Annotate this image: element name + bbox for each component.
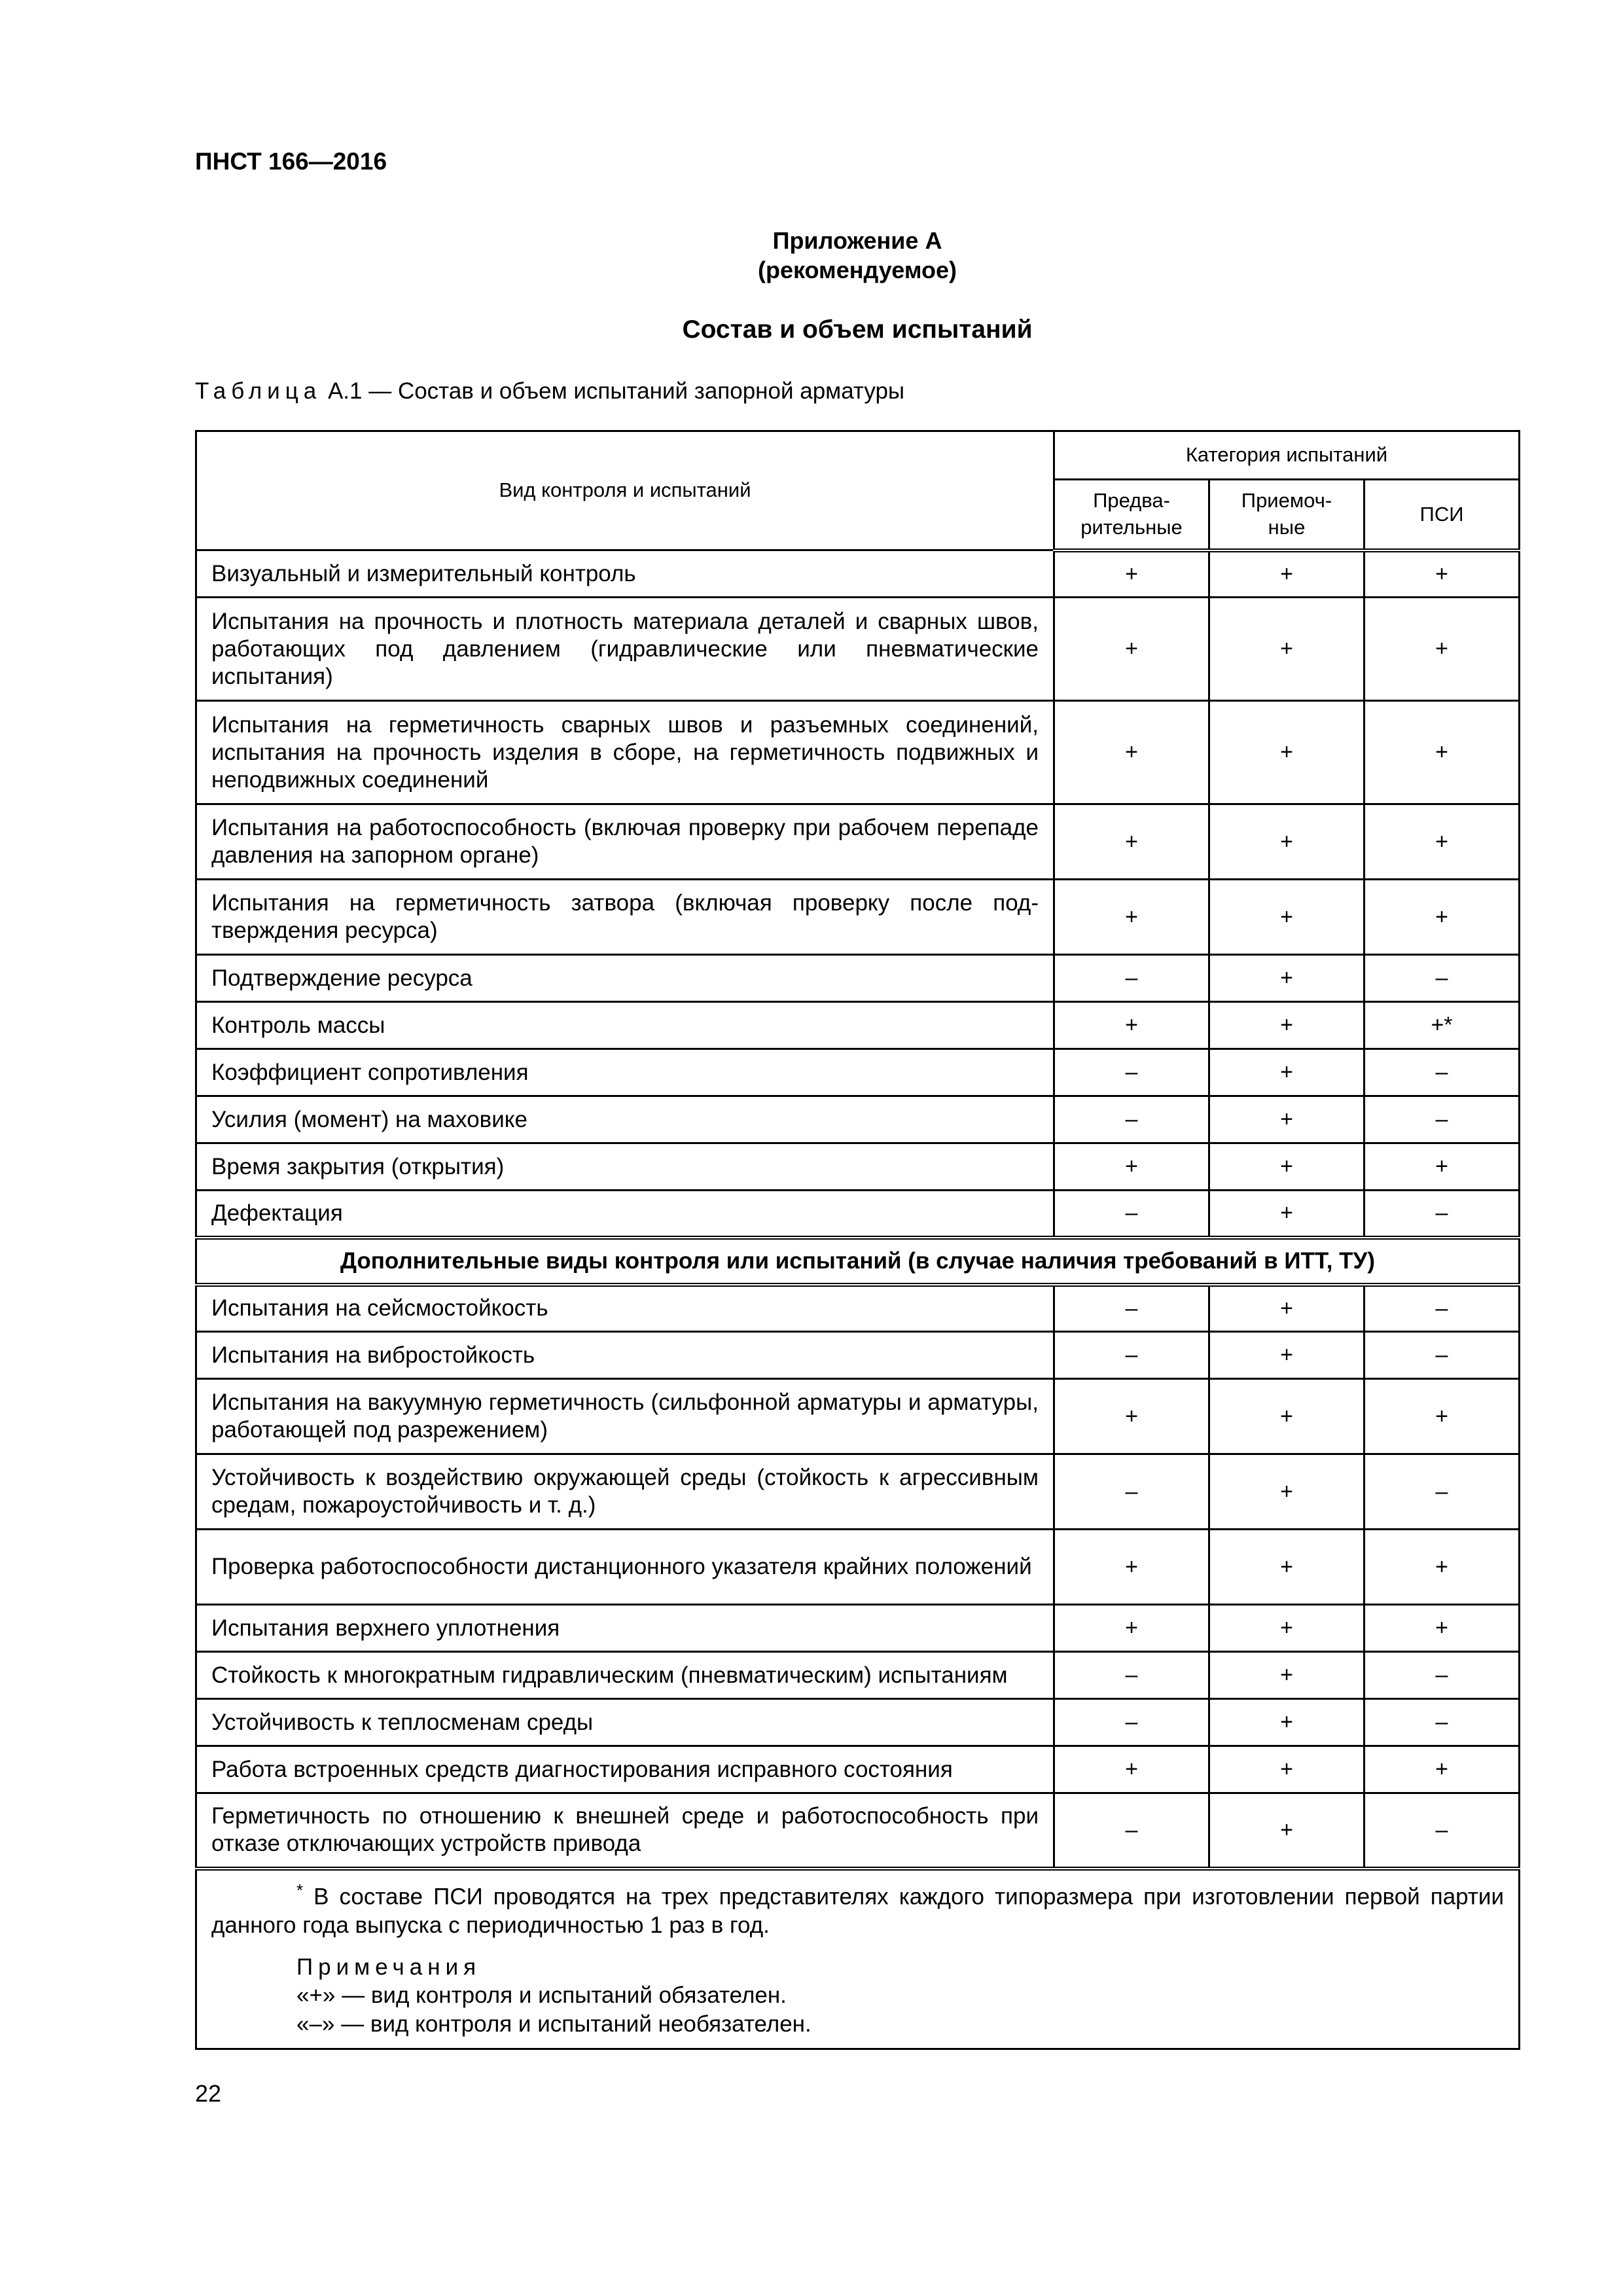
row-psi-mark: +: [1364, 1143, 1520, 1191]
row-acceptance-mark: +: [1209, 1530, 1364, 1605]
appendix-heading: [0, 226, 1623, 285]
table-row: [196, 1143, 1520, 1191]
section-row-label: Дополнительные виды контроля или испытаний (в случае наличия требований в ИТТ, ТУ): [196, 1238, 1520, 1285]
header-test-type: Вид контроля и испытаний: [196, 431, 1054, 550]
section-title: Состав и объем испытаний: [682, 315, 1033, 344]
row-acceptance-mark: +: [1209, 1605, 1364, 1652]
row-preliminary-mark: –: [1054, 1285, 1209, 1332]
row-psi-mark: –: [1364, 1096, 1520, 1143]
row-name-cell: Подтверждение ресурса: [196, 955, 1054, 1002]
row-acceptance-mark: +: [1209, 1379, 1364, 1454]
row-preliminary-mark: +: [1054, 550, 1209, 598]
row-psi-mark: –: [1364, 1652, 1520, 1699]
row-psi-mark: +: [1364, 880, 1520, 955]
row-name-cell: Время закрытия (открытия): [196, 1143, 1054, 1191]
notes-cell: [196, 1869, 1520, 2049]
row-name-cell: Испытания на герметичность затвора (включая проверку после подтверждения ресурса): [196, 880, 1054, 955]
table-header-row: [196, 431, 1520, 480]
table-row: [196, 1652, 1520, 1699]
row-psi-mark: +: [1364, 1379, 1520, 1454]
row-psi-mark: –: [1364, 1793, 1520, 1869]
table-row: [196, 1379, 1520, 1454]
note-line-mandatory: «+» — вид контроля и испытаний обязателен.: [296, 1982, 787, 2009]
row-acceptance-mark: +: [1209, 804, 1364, 880]
row-name-cell: Устойчивость к теплосменам среды: [196, 1699, 1054, 1746]
row-preliminary-mark: +: [1054, 880, 1209, 955]
page-number: 22: [195, 2080, 222, 2107]
header-category: Категория испытаний: [1054, 431, 1520, 480]
row-name-cell: Испытания на вакуумную герметичность (сильфонной арматуры и арматуры, работающей под разрежением): [196, 1379, 1054, 1454]
row-preliminary-mark: –: [1054, 1699, 1209, 1746]
note-line-optional: «–» — вид контроля и испытаний необязателен.: [296, 2011, 812, 2037]
document-id: ПНСТ 166—2016: [195, 148, 387, 175]
row-name-cell: Дефектация: [196, 1191, 1054, 1238]
row-preliminary-mark: +: [1054, 1002, 1209, 1049]
table-row: [196, 1002, 1520, 1049]
row-psi-mark: +*: [1364, 1002, 1520, 1049]
table-caption-prefix: Таблица: [195, 378, 322, 404]
row-preliminary-mark: +: [1054, 804, 1209, 880]
row-acceptance-mark: +: [1209, 1096, 1364, 1143]
row-acceptance-mark: +: [1209, 1454, 1364, 1530]
header-preliminary-line2: рительные: [1080, 515, 1183, 539]
row-acceptance-mark: +: [1209, 1332, 1364, 1379]
row-preliminary-mark: +: [1054, 1379, 1209, 1454]
row-acceptance-mark: +: [1209, 701, 1364, 804]
row-name-cell: Работа встроенных средств диагностирования исправного состояния: [196, 1746, 1054, 1793]
row-preliminary-mark: +: [1054, 1143, 1209, 1191]
row-name-cell: Усилия (момент) на маховике: [196, 1096, 1054, 1143]
table-caption: [195, 378, 904, 404]
header-preliminary-line1: Предва-: [1093, 489, 1170, 512]
row-psi-mark: +: [1364, 804, 1520, 880]
row-name-cell: Стойкость к многократным гидравлическим (пневматическим) испытаниям: [196, 1652, 1054, 1699]
table-row: [196, 955, 1520, 1002]
row-psi-mark: –: [1364, 1285, 1520, 1332]
table-row: [196, 1096, 1520, 1143]
row-acceptance-mark: +: [1209, 955, 1364, 1002]
row-psi-mark: –: [1364, 1191, 1520, 1238]
row-psi-mark: +: [1364, 1605, 1520, 1652]
row-preliminary-mark: –: [1054, 1096, 1209, 1143]
header-acceptance: [1209, 480, 1364, 550]
header-acceptance-line1: Приемоч-: [1241, 489, 1332, 512]
row-preliminary-mark: +: [1054, 1605, 1209, 1652]
row-name-cell: Испытания верхнего уплотнения: [196, 1605, 1054, 1652]
row-psi-mark: –: [1364, 955, 1520, 1002]
table-row: [196, 880, 1520, 955]
row-acceptance-mark: +: [1209, 1143, 1364, 1191]
row-acceptance-mark: +: [1209, 1746, 1364, 1793]
row-name-cell: Испытания на работоспособность (включая проверку при рабочем перепаде давления на запорном органе): [196, 804, 1054, 880]
table-caption-text: А.1 — Состав и объем испытаний запорной арматуры: [321, 378, 905, 404]
row-name-cell: Испытания на прочность и плотность материала деталей и сварных швов, работающих под давлением (гидравлические или пневматические испытания): [196, 598, 1054, 701]
row-name-cell: Испытания на герметичность сварных швов и разъемных соединений, испытания на прочность изделия в сборе, на герметичность подвижных и неподвижных соединений: [196, 701, 1054, 804]
row-psi-mark: –: [1364, 1332, 1520, 1379]
table-row: [196, 1049, 1520, 1096]
table-row: [196, 701, 1520, 804]
table-row: [196, 1191, 1520, 1238]
row-preliminary-mark: +: [1054, 1530, 1209, 1605]
row-acceptance-mark: +: [1209, 1049, 1364, 1096]
row-preliminary-mark: –: [1054, 1049, 1209, 1096]
table-row: [196, 1285, 1520, 1332]
footnote-text: В составе ПСИ проводятся на трех представителях каждого типоразмера при изготовлении первой партии данного года выпуска с периодичностью 1 раз в год.: [211, 1884, 1505, 1938]
row-psi-mark: +: [1364, 1530, 1520, 1605]
row-name-cell: Испытания на вибростойкость: [196, 1332, 1054, 1379]
row-acceptance-mark: +: [1209, 550, 1364, 598]
footnote-marker: *: [296, 1880, 304, 1900]
row-acceptance-mark: +: [1209, 1285, 1364, 1332]
appendix-title: Приложение А: [772, 227, 942, 254]
header-acceptance-line2: ные: [1268, 515, 1306, 539]
row-name-cell: Контроль массы: [196, 1002, 1054, 1049]
table-notes-row: [196, 1869, 1520, 2049]
row-acceptance-mark: +: [1209, 598, 1364, 701]
row-preliminary-mark: –: [1054, 1793, 1209, 1869]
row-name-cell: Устойчивость к воздействию окружающей среды (стойкость к агрессивным средам, пожароустойчивость и т. д.): [196, 1454, 1054, 1530]
table-row: [196, 1530, 1520, 1605]
row-preliminary-mark: +: [1054, 598, 1209, 701]
row-acceptance-mark: +: [1209, 880, 1364, 955]
table-row: [196, 804, 1520, 880]
table-row: [196, 1454, 1520, 1530]
tests-table: [195, 430, 1520, 2050]
row-name-cell: Коэффициент сопротивления: [196, 1049, 1054, 1096]
table-row: [196, 1699, 1520, 1746]
table-row: [196, 1605, 1520, 1652]
appendix-subtitle: (рекомендуемое): [758, 257, 957, 283]
row-preliminary-mark: –: [1054, 1652, 1209, 1699]
row-preliminary-mark: –: [1054, 1332, 1209, 1379]
footnote: [211, 1880, 1504, 1940]
row-acceptance-mark: +: [1209, 1002, 1364, 1049]
table-section-row: [196, 1238, 1520, 1285]
header-preliminary: [1054, 480, 1209, 550]
table-row: [196, 1746, 1520, 1793]
row-preliminary-mark: –: [1054, 1191, 1209, 1238]
row-acceptance-mark: +: [1209, 1793, 1364, 1869]
row-preliminary-mark: +: [1054, 1746, 1209, 1793]
row-psi-mark: –: [1364, 1454, 1520, 1530]
table-row: [196, 598, 1520, 701]
row-name-cell: Проверка работоспособности дистанционного указателя крайних положений: [196, 1530, 1054, 1605]
row-name-cell: Герметичность по отношению к внешней среде и работоспособность при отказе отключающих устройств привода: [196, 1793, 1054, 1869]
table-row: [196, 1332, 1520, 1379]
row-name-cell: Испытания на сейсмостойкость: [196, 1285, 1054, 1332]
row-psi-mark: +: [1364, 598, 1520, 701]
row-acceptance-mark: +: [1209, 1652, 1364, 1699]
row-psi-mark: –: [1364, 1699, 1520, 1746]
row-psi-mark: +: [1364, 1746, 1520, 1793]
row-psi-mark: +: [1364, 550, 1520, 598]
row-name-cell: Визуальный и измерительный контроль: [196, 550, 1054, 598]
row-acceptance-mark: +: [1209, 1699, 1364, 1746]
row-psi-mark: –: [1364, 1049, 1520, 1096]
row-preliminary-mark: –: [1054, 1454, 1209, 1530]
row-acceptance-mark: +: [1209, 1191, 1364, 1238]
row-psi-mark: +: [1364, 701, 1520, 804]
header-psi: ПСИ: [1364, 480, 1520, 550]
row-preliminary-mark: +: [1054, 701, 1209, 804]
table-row: [196, 550, 1520, 598]
notes-title: Примечания: [296, 1954, 482, 1980]
row-preliminary-mark: –: [1054, 955, 1209, 1002]
table-row: [196, 1793, 1520, 1869]
